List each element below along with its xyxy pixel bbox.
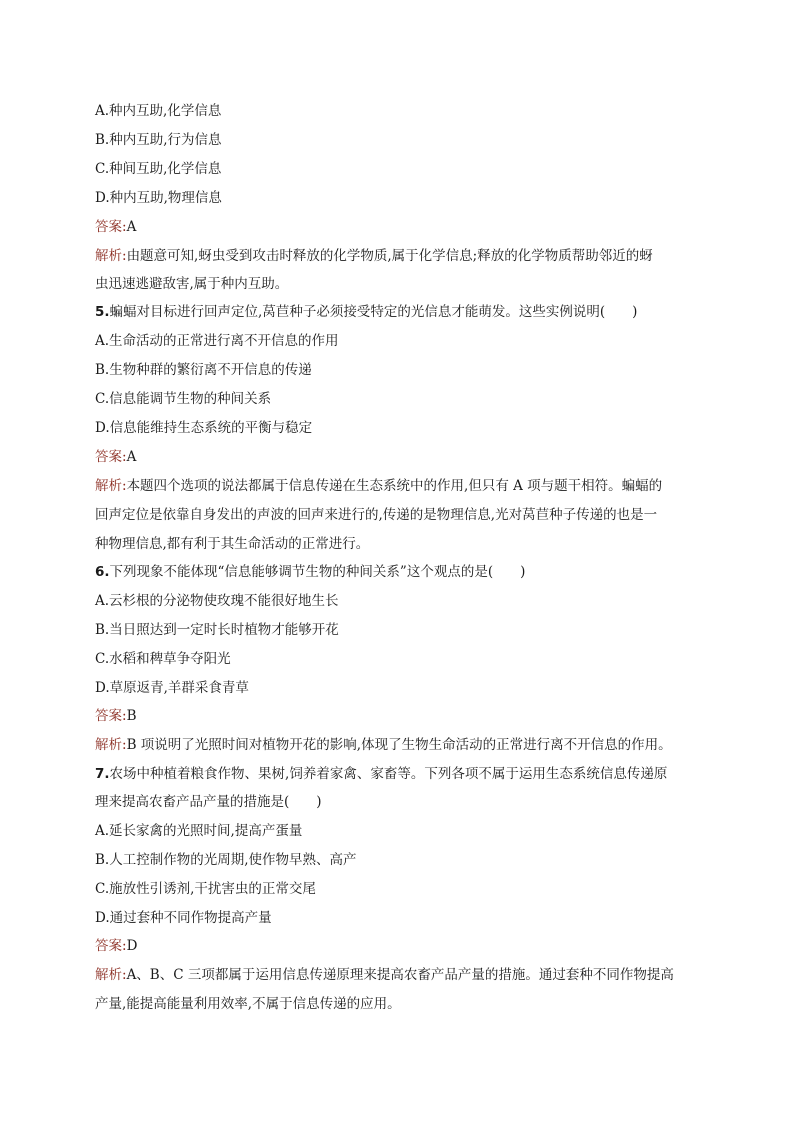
- answer-label: 答案:: [95, 219, 127, 235]
- q7-answer: [95, 936, 695, 956]
- answer-label: 答案:: [95, 708, 127, 724]
- analysis-label: 解析:: [95, 248, 127, 264]
- q4-option-b: B.种内互助,行为信息: [95, 132, 222, 148]
- analysis-label: 解析:: [95, 737, 127, 753]
- question-stem: 下列现象不能体现“信息能够调节生物的种间关系”这个观点的是( ): [109, 564, 526, 580]
- analysis-text: 本题四个选项的说法都属于信息传递在生态系统中的作用,但只有 A 项与题干相符。蝙蝠的: [126, 478, 663, 494]
- answer-value: A: [126, 219, 137, 235]
- q4-answer: [95, 217, 695, 237]
- answer-value: D: [126, 938, 138, 954]
- q7-option-c: C.施放性引诱剂,干扰害虫的正常交尾: [95, 881, 316, 897]
- q6-option-d: D.草原返青,羊群采食青草: [95, 680, 249, 696]
- q5-option-a: A.生命活动的正常进行离不开信息的作用: [95, 333, 339, 349]
- q7-option-a: A.延长家禽的光照时间,提高产蛋量: [95, 823, 303, 839]
- question-stem: 蝙蝠对目标进行回声定位,莴苣种子必须接受特定的光信息才能萌发。这些实例说明( ): [109, 304, 638, 320]
- q6-answer: [95, 706, 695, 726]
- analysis-text: 由题意可知,蚜虫受到攻击时释放的化学物质,属于化学信息;释放的化学物质帮助邻近的蚜: [126, 248, 653, 264]
- q4-option-d: D.种内互助,物理信息: [95, 190, 222, 206]
- analysis-label: 解析:: [95, 478, 127, 494]
- q5-analysis-line-2: 回声定位是依靠自身发出的声波的回声来进行的,传递的是物理信息,光对莴苣种子传递的也是一: [95, 507, 658, 523]
- q5-analysis-line-1: [95, 476, 695, 496]
- q5-option-d: D.信息能维持生态系统的平衡与稳定: [95, 420, 313, 436]
- q7-analysis-line-1: [95, 965, 695, 985]
- q5-stem: [95, 302, 695, 322]
- q4-option-a: A.种内互助,化学信息: [95, 103, 222, 119]
- question-stem: 农场中种植着粮食作物、果树,饲养着家禽、家畜等。下列各项不属于运用生态系统信息传递原: [109, 766, 668, 782]
- q6-analysis-line-1: [95, 735, 695, 755]
- q7-option-b: B.人工控制作物的光周期,使作物早熟、高产: [95, 852, 357, 868]
- analysis-text: A、B、C 三项都属于运用信息传递原理来提高农畜产品产量的措施。通过套种不同作物提高: [126, 967, 674, 983]
- q6-option-c: C.水稻和稗草争夺阳光: [95, 651, 231, 667]
- analysis-text: B 项说明了光照时间对植物开花的影响,体现了生物生命活动的正常进行离不开信息的作用。: [126, 737, 672, 753]
- q5-option-b: B.生物种群的繁衍离不开信息的传递: [95, 362, 312, 378]
- q5-answer: [95, 447, 695, 467]
- q6-option-b: B.当日照达到一定时长时植物才能够开花: [95, 622, 339, 638]
- answer-label: 答案:: [95, 449, 127, 465]
- q4-option-c: C.种间互助,化学信息: [95, 161, 222, 177]
- q7-stem-line-2: 理来提高农畜产品产量的措施是( ): [95, 794, 322, 810]
- q4-analysis-line-2: 虫迅速逃避敌害,属于种内互助。: [95, 276, 289, 292]
- question-number: 7.: [95, 766, 110, 782]
- q6-stem: [95, 562, 695, 582]
- q5-analysis-line-3: 种物理信息,都有利于其生命活动的正常进行。: [95, 536, 370, 552]
- q6-option-a: A.云杉根的分泌物使玫瑰不能很好地生长: [95, 593, 339, 609]
- q7-option-d: D.通过套种不同作物提高产量: [95, 910, 272, 926]
- answer-label: 答案:: [95, 938, 127, 954]
- q7-stem-line-1: [95, 764, 695, 784]
- answer-value: B: [126, 708, 137, 724]
- question-number: 6.: [95, 564, 110, 580]
- q5-option-c: C.信息能调节生物的种间关系: [95, 391, 272, 407]
- q7-analysis-line-2: 产量,能提高能量利用效率,不属于信息传递的应用。: [95, 996, 401, 1012]
- question-number: 5.: [95, 304, 110, 320]
- analysis-label: 解析:: [95, 967, 127, 983]
- answer-value: A: [126, 449, 137, 465]
- q4-analysis-line-1: [95, 246, 695, 266]
